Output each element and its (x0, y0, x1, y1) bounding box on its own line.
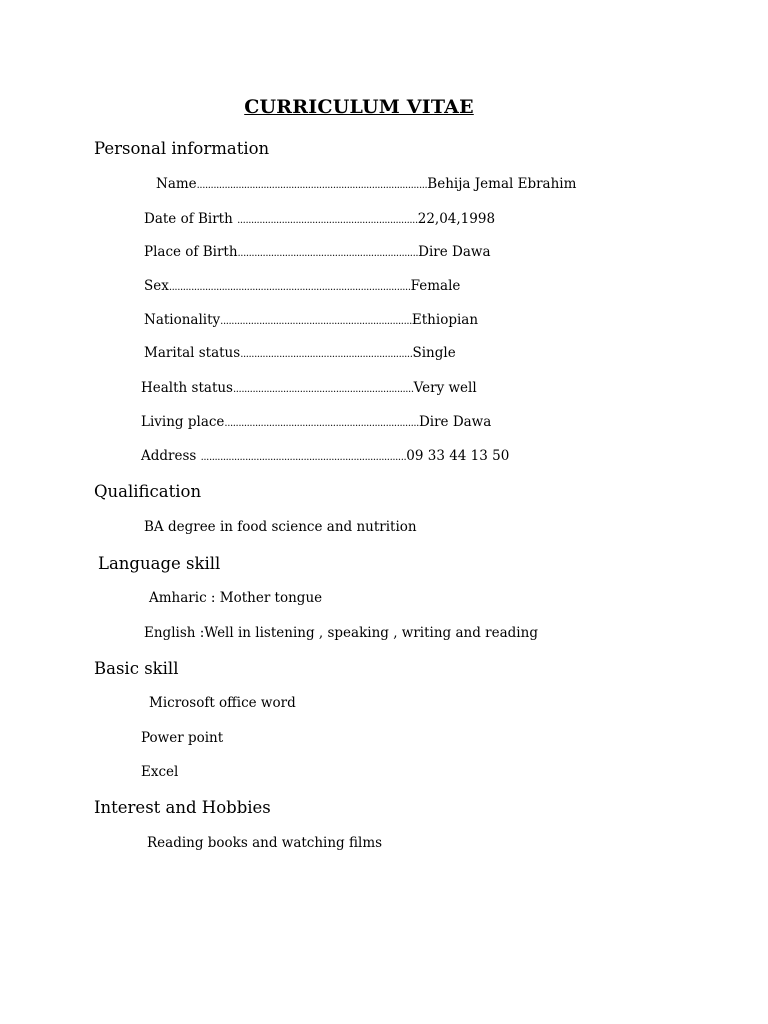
field-label: Health status (141, 380, 233, 396)
field-living-place (141, 414, 491, 430)
field-place-of-birth (144, 244, 491, 260)
basic-skill-item: Microsoft office word (149, 695, 296, 711)
field-value: Dire Dawa (418, 244, 491, 260)
field-label: Place of Birth (144, 244, 238, 260)
field-marital-status (144, 345, 456, 361)
field-value: Female (410, 278, 461, 294)
field-address (141, 448, 509, 464)
language-item-amharic: Amharic : Mother tongue (149, 590, 323, 606)
field-nationality (144, 312, 478, 328)
field-name (156, 176, 576, 192)
field-value: 22,04,1998 (417, 211, 496, 227)
field-date-of-birth (144, 211, 495, 227)
leader-dots: .............................................................. (240, 349, 413, 360)
basic-skill-item: Excel (141, 764, 179, 780)
personal-heading: Personal information (94, 139, 270, 158)
basic-skill-item: Power point (141, 730, 224, 746)
field-value: Single (412, 345, 456, 361)
leader-dots: ................................................................. (233, 384, 414, 395)
leader-dots: ...................................................................... (224, 418, 419, 429)
language-heading: Language skill (98, 554, 221, 573)
interest-heading: Interest and Hobbies (94, 798, 271, 817)
leader-dots: ................................................................. (237, 215, 418, 226)
basic-skill-heading: Basic skill (94, 659, 179, 678)
field-sex (144, 278, 460, 294)
leader-dots: ..................................................................... (220, 316, 412, 327)
qualification-heading: Qualification (94, 482, 202, 501)
qualification-item: BA degree in food science and nutrition (144, 519, 417, 535)
field-value: 09 33 44 13 50 (406, 448, 510, 464)
leader-dots: .......................................................................... (200, 452, 407, 463)
field-value: Ethiopian (411, 312, 479, 328)
field-value: Very well (413, 380, 477, 396)
field-label: Date of Birth (144, 211, 238, 227)
field-label: Marital status (144, 345, 241, 361)
page-title: CURRICULUM VITAE (244, 96, 474, 118)
field-value: Behija Jemal Ebrahim (427, 176, 577, 192)
field-label: Address (141, 448, 201, 464)
language-item-english: English :Well in listening , speaking , writing and reading (144, 625, 538, 641)
leader-dots: ................................................................................... (196, 180, 428, 191)
field-value: Dire Dawa (418, 414, 492, 430)
field-label: Nationality (144, 312, 221, 328)
leader-dots: ....................................................................................... (168, 282, 411, 293)
field-label: Sex (144, 278, 169, 294)
field-label: Name (156, 176, 197, 192)
leader-dots: ................................................................. (237, 248, 419, 259)
field-label: Living place (141, 414, 225, 430)
interest-item: Reading books and watching films (147, 835, 383, 851)
field-health-status (141, 380, 477, 396)
